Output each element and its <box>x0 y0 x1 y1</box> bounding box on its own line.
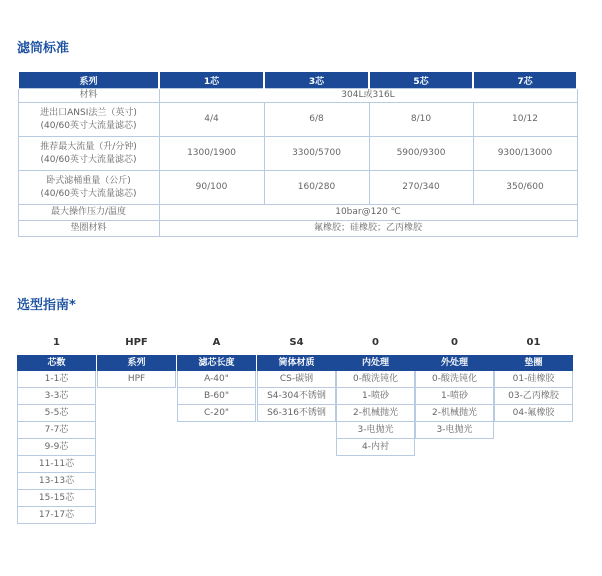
guide-option: B-60" <box>177 388 256 405</box>
guide-code-6: 01 <box>526 337 541 348</box>
guide-column-header: 系列 <box>97 355 176 371</box>
guide-option: S6-316不锈钢 <box>257 405 336 422</box>
pressure-label: 最大操作压力/温度 <box>18 205 159 221</box>
guide-column-5 <box>415 355 494 439</box>
guide-option: 17-17芯 <box>17 507 96 524</box>
flange-5: 8/10 <box>369 103 473 137</box>
guide-column-2 <box>177 355 256 422</box>
material-value: 304L或316L <box>159 89 577 103</box>
guide-column-0 <box>17 355 96 524</box>
guide-column-header: 垫圈 <box>494 355 573 371</box>
weight-3: 160/280 <box>264 171 369 205</box>
weight-7: 350/600 <box>473 171 577 205</box>
guide-option: 4-内衬 <box>336 439 415 456</box>
guide-option: 03-乙丙橡胶 <box>494 388 573 405</box>
guide-column-1 <box>97 355 176 388</box>
row-gasket <box>18 221 577 237</box>
header-1-core: 1芯 <box>159 72 264 89</box>
guide-code-5: 0 <box>451 337 458 348</box>
guide-option: 0-酸洗钝化 <box>336 371 415 388</box>
guide-code-4: 0 <box>372 337 379 348</box>
guide-option: HPF <box>97 371 176 388</box>
guide-option: 2-机械抛光 <box>415 405 494 422</box>
guide-code-1: HPF <box>125 337 148 348</box>
flow-1: 1300/1900 <box>159 137 264 171</box>
guide-option: 0-酸洗钝化 <box>415 371 494 388</box>
gasket-label: 垫圈材料 <box>18 221 159 237</box>
guide-option: 7-7芯 <box>17 422 96 439</box>
flow-5: 5900/9300 <box>369 137 473 171</box>
header-series: 系列 <box>18 72 159 89</box>
row-flange <box>18 103 577 137</box>
flow-label: 推荐最大流量（升/分钟) (40/60英寸大流量滤芯) <box>18 137 159 171</box>
spec-table <box>17 72 578 237</box>
guide-code-0: 1 <box>53 337 60 348</box>
flange-label: 进出口ANSI法兰（英寸) (40/60英寸大流量滤芯) <box>18 103 159 137</box>
guide-section-title: 选型指南* <box>17 298 76 313</box>
header-7-core: 7芯 <box>473 72 577 89</box>
row-weight <box>18 171 577 205</box>
weight-1: 90/100 <box>159 171 264 205</box>
guide-column-header: 滤芯长度 <box>177 355 256 371</box>
weight-5: 270/340 <box>369 171 473 205</box>
pressure-value: 10bar@120 ℃ <box>159 205 577 221</box>
guide-option: S4-304不锈钢 <box>257 388 336 405</box>
material-label: 材料 <box>18 89 159 103</box>
flow-3: 3300/5700 <box>264 137 369 171</box>
spec-header-row <box>18 72 577 89</box>
guide-option: 04-氟橡胶 <box>494 405 573 422</box>
guide-option: 9-9芯 <box>17 439 96 456</box>
weight-label: 卧式滤桶重量（公斤) (40/60英寸大流量滤芯) <box>18 171 159 205</box>
row-material <box>18 89 577 103</box>
guide-code-2: A <box>212 337 221 348</box>
guide-column-3 <box>257 355 336 422</box>
guide-option: C-20" <box>177 405 256 422</box>
guide-option: 3-3芯 <box>17 388 96 405</box>
guide-option: A-40" <box>177 371 256 388</box>
guide-column-4 <box>336 355 415 456</box>
guide-option: 13-13芯 <box>17 473 96 490</box>
flange-1: 4/4 <box>159 103 264 137</box>
flow-7: 9300/13000 <box>473 137 577 171</box>
guide-option: 2-机械抛光 <box>336 405 415 422</box>
guide-option: 1-喷砂 <box>415 388 494 405</box>
guide-column-6 <box>494 355 573 422</box>
guide-option: 3-电抛光 <box>336 422 415 439</box>
guide-column-header: 筒体材质 <box>257 355 336 371</box>
guide-option: 11-11芯 <box>17 456 96 473</box>
guide-option: CS-碳钢 <box>257 371 336 388</box>
flange-3: 6/8 <box>264 103 369 137</box>
flange-7: 10/12 <box>473 103 577 137</box>
spec-section-title: 滤筒标准 <box>17 41 70 56</box>
header-5-core: 5芯 <box>369 72 473 89</box>
gasket-value: 氟橡胶；硅橡胶；乙丙橡胶 <box>159 221 577 237</box>
guide-code-3: S4 <box>289 337 304 348</box>
guide-column-header: 芯数 <box>17 355 96 371</box>
header-3-core: 3芯 <box>264 72 369 89</box>
row-pressure <box>18 205 577 221</box>
row-flow <box>18 137 577 171</box>
guide-option: 15-15芯 <box>17 490 96 507</box>
guide-option: 1-喷砂 <box>336 388 415 405</box>
guide-option: 01-硅橡胶 <box>494 371 573 388</box>
guide-column-header: 外处理 <box>415 355 494 371</box>
guide-option: 3-电抛光 <box>415 422 494 439</box>
guide-column-header: 内处理 <box>336 355 415 371</box>
guide-option: 5-5芯 <box>17 405 96 422</box>
guide-option: 1-1芯 <box>17 371 96 388</box>
